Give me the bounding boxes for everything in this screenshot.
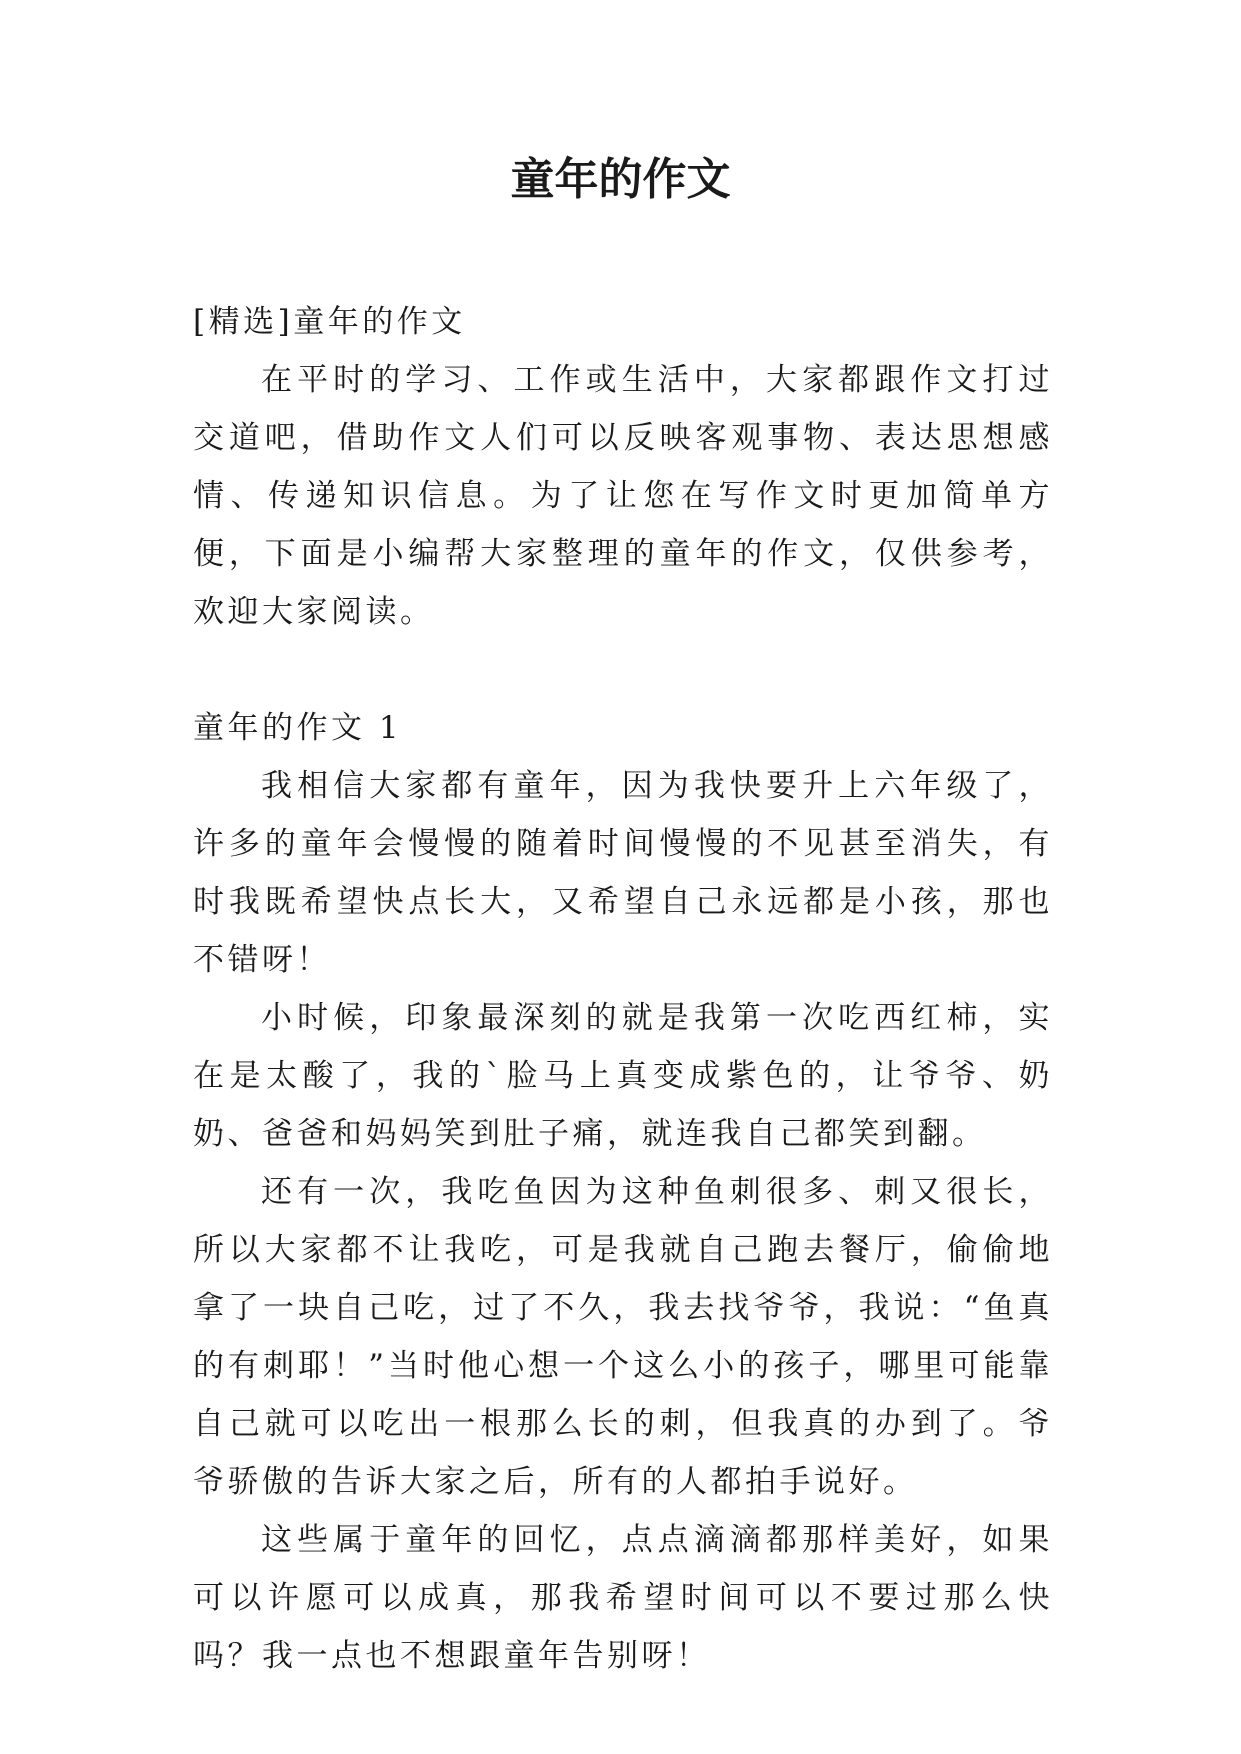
section-heading: 童年的作文 1 [193, 710, 403, 746]
document-title: 童年的作文 [510, 154, 731, 205]
document-body [193, 293, 1053, 1685]
body-paragraph-1: 我相信大家都有童年，因为我快要升上六年级了，许多的童年会慢慢的随着时间慢慢的不见甚至消失，有时我既希望快点长大，又希望自己永远都是小孩，那也不错呀！ [193, 768, 1053, 978]
body-paragraph-3: 还有一次，我吃鱼因为这种鱼刺很多、刺又很长，所以大家都不让我吃，可是我就自己跑去餐厅，偷偷地拿了一块自己吃，过了不久，我去找爷爷，我说：“鱼真的有刺耶！”当时他心想一个这么小的孩子，哪里可能靠自己就可以吃出一根那么长的刺，但我真的办到了。爷爷骄傲的告诉大家之后，所有的人都拍手说好。 [193, 1174, 1053, 1500]
document-subtitle: [精选]童年的作文 [193, 304, 466, 340]
body-paragraph-2: 小时候，印象最深刻的就是我第一次吃西红柿，实在是太酸了，我的`脸马上真变成紫色的，让爷爷、奶奶、爸爸和妈妈笑到肚子痛，就连我自己都笑到翻。 [193, 1000, 1053, 1152]
intro-paragraph: 在平时的学习、工作或生活中，大家都跟作文打过交道吧，借助作文人们可以反映客观事物、表达思想感情、传递知识信息。为了让您在写作文时更加简单方便，下面是小编帮大家整理的童年的作文，仅供参考，欢迎大家阅读。 [193, 362, 1053, 630]
body-paragraph-4: 这些属于童年的回忆，点点滴滴都那样美好，如果可以许愿可以成真，那我希望时间可以不要过那么快吗？我一点也不想跟童年告别呀！ [193, 1522, 1053, 1674]
paragraph-spacer [193, 641, 1053, 699]
